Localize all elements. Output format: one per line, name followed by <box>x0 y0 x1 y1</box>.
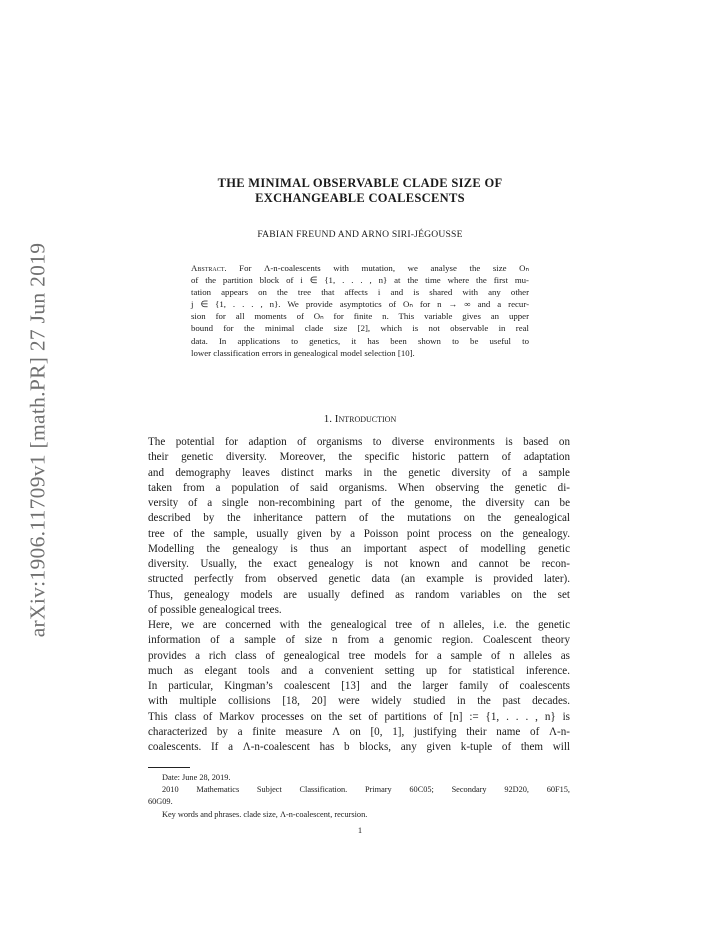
abstract-line: bound for the minimal clade size [2], which is not observable in real <box>191 323 529 334</box>
title-line: THE MINIMAL OBSERVABLE CLADE SIZE OF <box>217 176 503 190</box>
body-line: structed perfectly from observed genetic data (an example is provided later). <box>148 573 570 586</box>
body-line: Modelling the genealogy is thus an important aspect of modelling genetic <box>148 542 570 555</box>
abstract-line: tation appears on the tree that affects i and is shared with any other <box>191 287 529 298</box>
body-line: taken from a population of said organisms. When observing the genetic di- <box>148 481 570 494</box>
introduction-body <box>148 435 570 755</box>
body-line: The potential for adaption of organisms to diverse environments is based on <box>148 436 570 448</box>
abstract-line: of the partition block of i ∈ {1, . . . , n} at the time where the first mu- <box>191 275 529 286</box>
footnote-msc: 2010 Mathematics Subject Classification. Primary 60C05; Secondary 92D20, 60F15, <box>162 785 570 795</box>
body-line: described by the inheritance pattern of the mutations on the genealogical <box>148 512 570 525</box>
footnote-rule <box>148 767 190 768</box>
body-line: Thus, genealogy models are usually defined as random variables on the set <box>148 588 570 601</box>
body-line: provides a rich class of genealogical tree models for a sample of n alleles as <box>148 649 570 662</box>
paper-title <box>150 176 570 206</box>
footnote-date: Date: June 28, 2019. <box>162 773 231 782</box>
body-line: characterized by a finite measure Λ on [0, 1], justifying their name of Λ-n- <box>148 725 570 738</box>
body-line: versity of a single non-recombining part of the genome, the diversity can be <box>148 497 570 509</box>
section-title: Introduction <box>334 413 397 425</box>
body-line: This class of Markov processes on the set of partitions of [n] := {1, . . . , n} is <box>148 710 570 723</box>
body-line: with multiple collisions [18, 20] were widely studied in the past decades. <box>148 695 570 708</box>
body-line: information of a sample of size n from a genomic region. Coalescent theory <box>148 634 570 647</box>
body-line: tree of the sample, usually given by a Poisson point process on the genealogy. <box>148 527 570 540</box>
abstract <box>191 262 529 359</box>
body-line: their genetic diversity. Moreover, the specific historic pattern of adaptation <box>148 451 570 464</box>
arxiv-side-stamp <box>18 240 58 640</box>
section-heading <box>150 413 570 425</box>
abstract-line: j ∈ {1, . . . , n}. We provide asymptotics of Oₙ for n → ∞ and a recur- <box>191 299 529 310</box>
body-line: and demography leaves distinct marks in the genetic diversity of a sample <box>148 466 570 479</box>
section-number: 1. <box>323 413 333 425</box>
body-line: diversity. Usually, the exact genealogy is not known and cannot be recon- <box>148 558 570 570</box>
abstract-line: sion for all moments of Oₙ for finite n. This variable gives an upper <box>191 311 529 322</box>
abstract-label: Abstract. <box>191 263 227 273</box>
abstract-line: data. In applications to genetics, it has been shown to be useful to <box>191 335 529 346</box>
body-line: Here, we are concerned with the genealogical tree of n alleles, i.e. the genetic <box>148 619 570 631</box>
page-number: 1 <box>357 825 363 835</box>
body-line: of possible genealogical trees. <box>148 603 282 616</box>
body-line: much as elegant tools and a convenient setting up for statistical inference. <box>148 664 570 677</box>
body-line: In particular, Kingman’s coalescent [13] and the larger family of coalescents <box>148 680 570 692</box>
title-line: EXCHANGEABLE COALESCENTS <box>255 191 465 205</box>
abstract-line: lower classification errors in genealogical model selection [10]. <box>191 347 415 358</box>
paper-authors: FABIAN FREUND AND ARNO SIRI-JÉGOUSSE <box>257 229 463 240</box>
body-line: coalescents. If a Λ-n-coalescent has b blocks, any given k-tuple of them will <box>148 741 570 753</box>
footnote-msc-continued: 60G09. <box>148 797 173 807</box>
abstract-line: Abstract. For Λ-n-coalescents with mutation, we analyse the size Oₙ <box>191 263 529 273</box>
footnotes <box>148 772 570 821</box>
footnote-keywords: Key words and phrases. clade size, Λ-n-coalescent, recursion. <box>162 809 368 819</box>
arxiv-identifier: arXiv:1906.11709v1 [math.PR] 27 Jun 2019 <box>25 242 50 638</box>
